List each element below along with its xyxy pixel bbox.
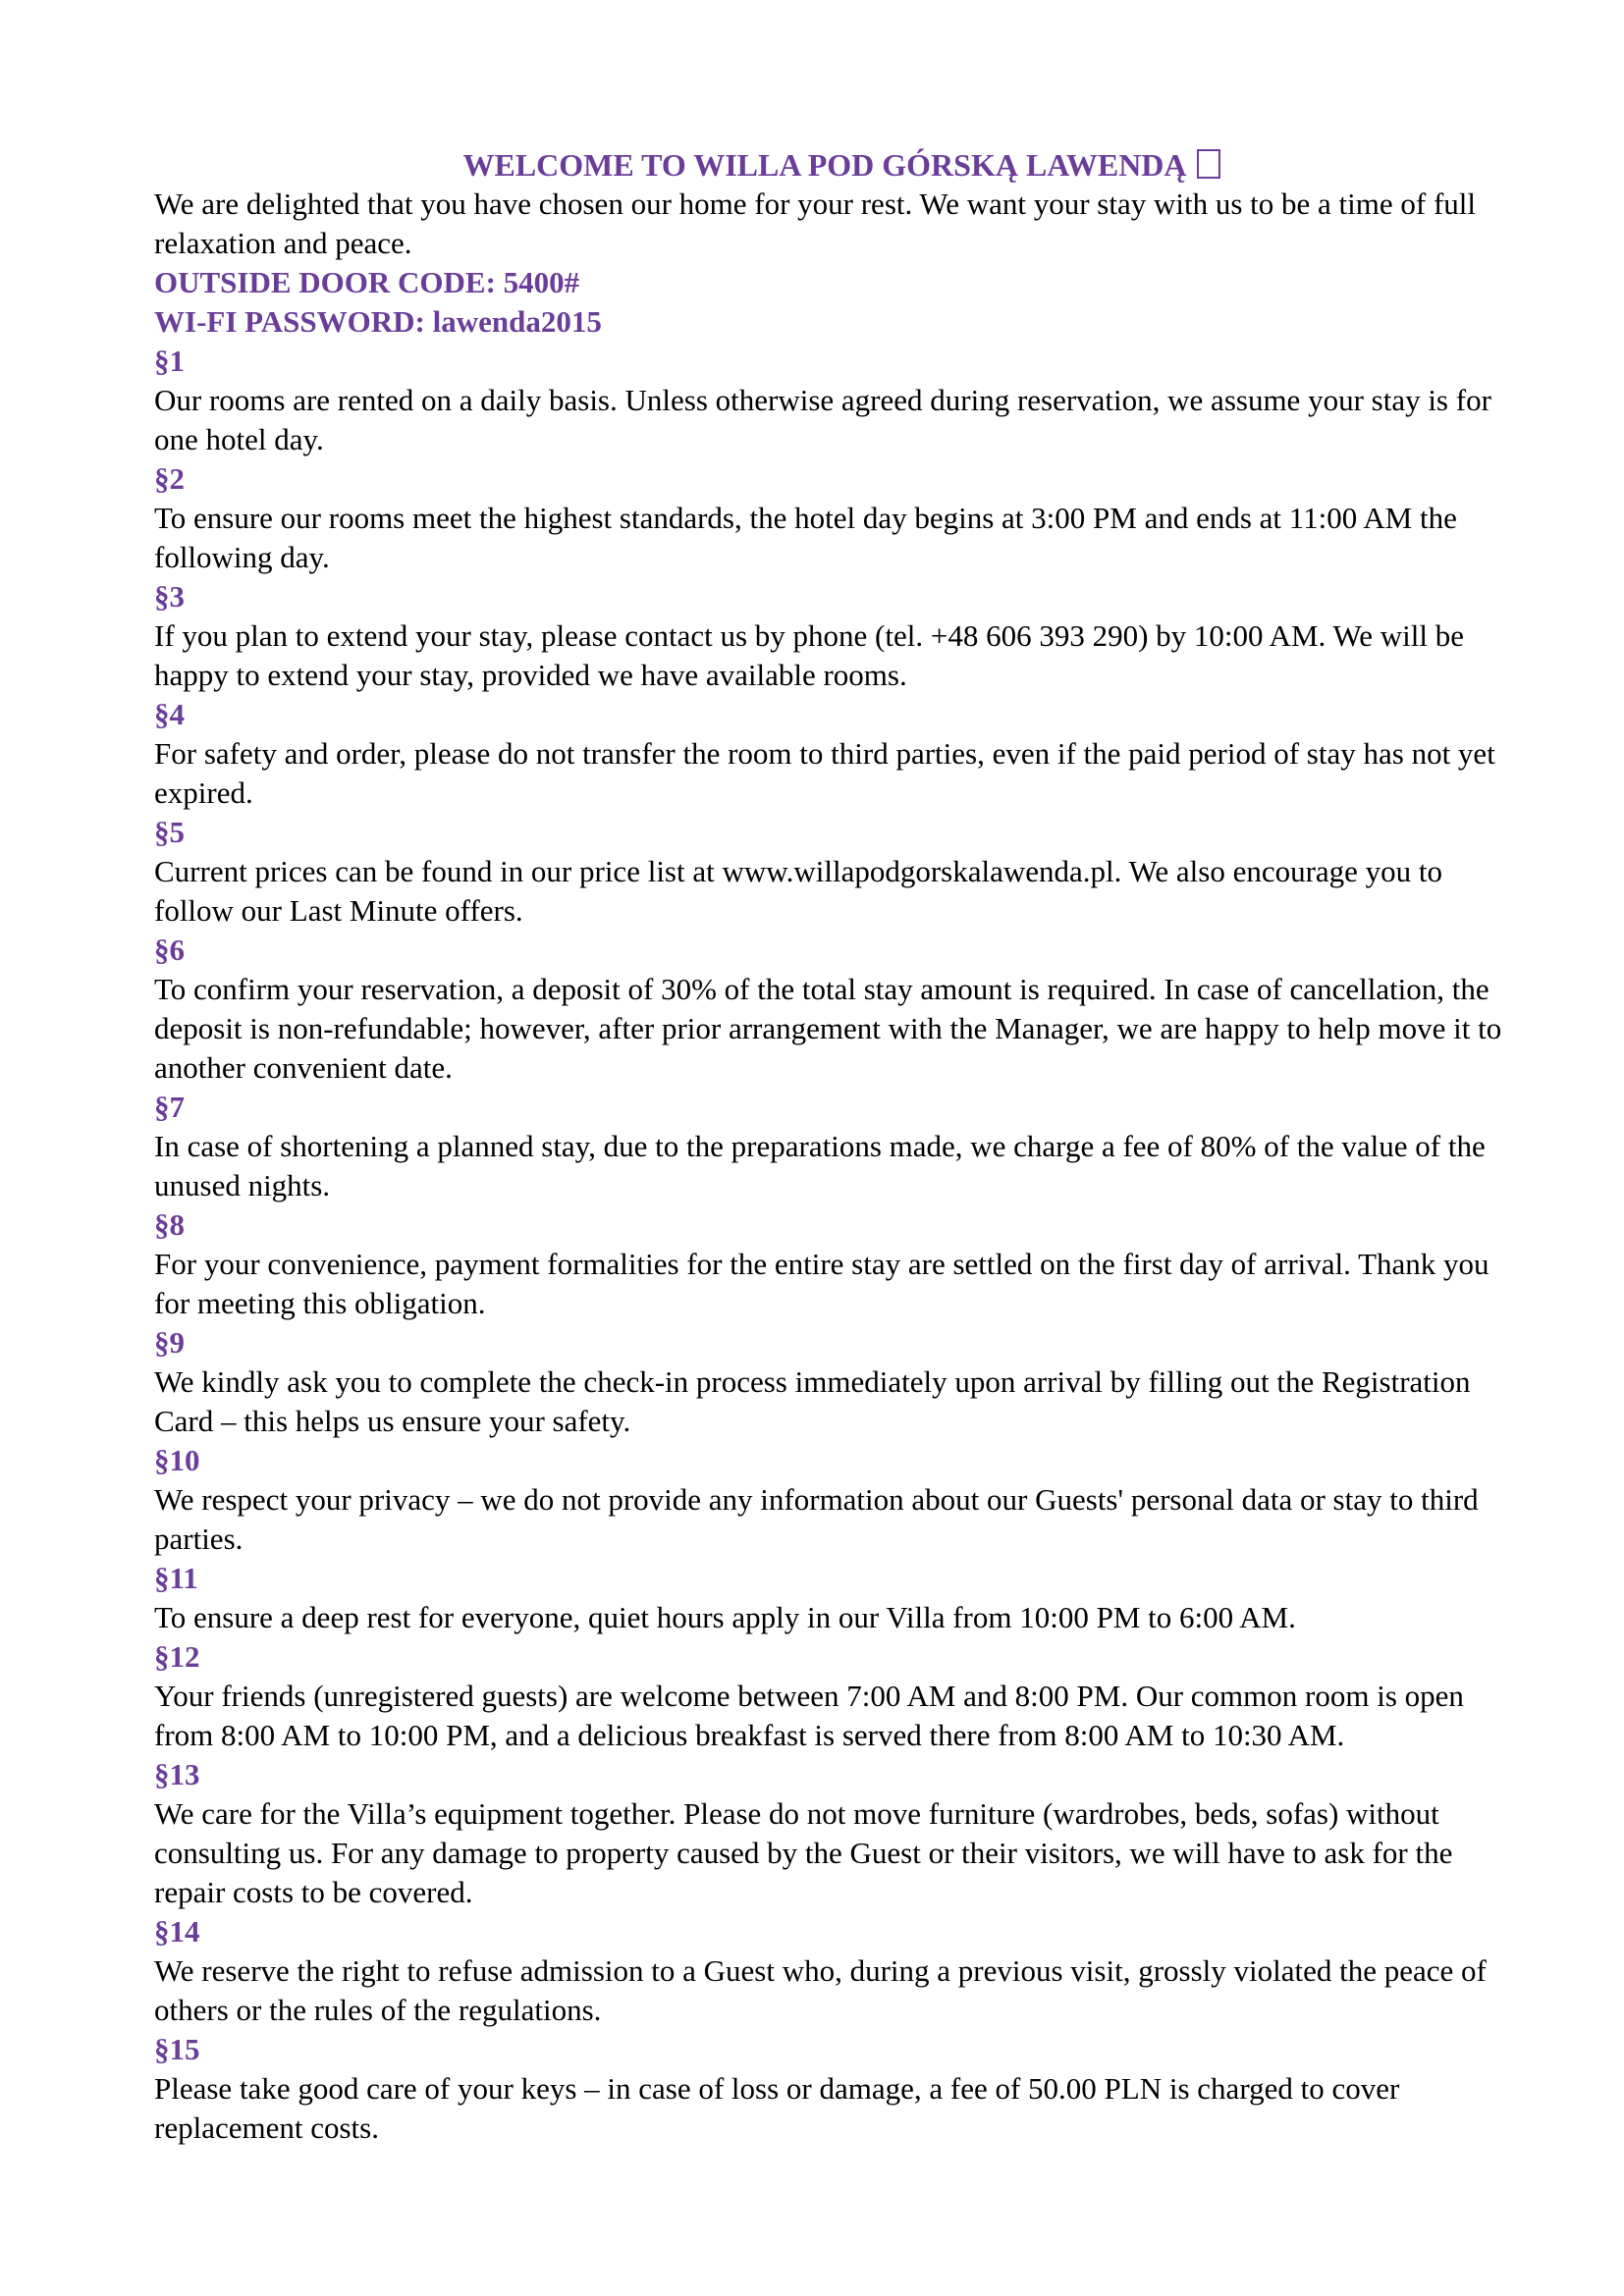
section-marker: §13 bbox=[154, 1757, 200, 1791]
regulation-section bbox=[154, 813, 1529, 931]
page-title-text: WELCOME TO WILLA POD GÓRSKĄ LAWENDĄ bbox=[462, 147, 1187, 183]
regulation-section bbox=[154, 931, 1529, 1088]
page-title bbox=[154, 145, 1529, 185]
section-text: For your convenience, payment formalities for the entire stay are settled on the first day of arrival. Thank you for meeting this obligation. bbox=[154, 1247, 1489, 1320]
wifi-password-line: WI-FI PASSWORD: lawenda2015 bbox=[154, 304, 602, 339]
section-text: If you plan to extend your stay, please contact us by phone (tel. +48 606 393 290) by 10:00 AM. We will be happy to extend your stay, provided we have available rooms. bbox=[154, 618, 1464, 692]
section-marker: §7 bbox=[154, 1090, 185, 1124]
section-marker: §8 bbox=[154, 1207, 185, 1242]
section-text: To ensure a deep rest for everyone, quiet hours apply in our Villa from 10:00 PM to 6:00 AM. bbox=[154, 1600, 1296, 1634]
section-marker: §1 bbox=[154, 344, 185, 378]
regulation-section bbox=[154, 1088, 1529, 1205]
sections-list bbox=[154, 342, 1529, 2148]
section-text: To ensure our rooms meet the highest standards, the hotel day begins at 3:00 PM and ends at 11:00 AM the following day. bbox=[154, 501, 1457, 574]
section-text: We respect your privacy – we do not provide any information about our Guests' personal data or stay to third parties. bbox=[154, 1482, 1479, 1556]
section-marker: §5 bbox=[154, 815, 185, 849]
section-text: Our rooms are rented on a daily basis. Unless otherwise agreed during reservation, we assume your stay is for one hotel day. bbox=[154, 383, 1491, 456]
section-text: For safety and order, please do not transfer the room to third parties, even if the paid period of stay has not yet expired. bbox=[154, 736, 1495, 810]
section-text: Current prices can be found in our price list at www.willapodgorskalawenda.pl. We also encourage you to follow our Last Minute offers. bbox=[154, 854, 1443, 928]
section-text: To confirm your reservation, a deposit of 30% of the total stay amount is required. In case of cancellation, the deposit is non-refundable; however, after prior arrangement with the Manager, we are happy to help move it to another convenient date. bbox=[154, 972, 1502, 1085]
section-marker: §3 bbox=[154, 579, 185, 614]
section-text: In case of shortening a planned stay, due to the preparations made, we charge a fee of 80% of the value of the unused nights. bbox=[154, 1129, 1486, 1202]
regulation-section bbox=[154, 695, 1529, 813]
regulation-section bbox=[154, 1323, 1529, 1441]
regulation-section bbox=[154, 1205, 1529, 1323]
door-code-line: OUTSIDE DOOR CODE: 5400# bbox=[154, 265, 580, 299]
missing-glyph-icon bbox=[1197, 149, 1220, 179]
section-text: We reserve the right to refuse admission to a Guest who, during a previous visit, grossly violated the peace of others or the rules of the regulations. bbox=[154, 1953, 1487, 2027]
section-marker: §14 bbox=[154, 1914, 200, 1949]
regulation-section bbox=[154, 1637, 1529, 1755]
document-page bbox=[154, 145, 1529, 2148]
section-marker: §10 bbox=[154, 1443, 200, 1477]
section-text: We care for the Villa’s equipment together. Please do not move furniture (wardrobes, beds, sofas) without consulting us. For any damage to property caused by the Guest or their visitors, we will have to ask for the repair costs to be covered. bbox=[154, 1796, 1453, 1909]
section-text: Please take good care of your keys – in case of loss or damage, a fee of 50.00 PLN is charged to cover replacement costs. bbox=[154, 2071, 1400, 2145]
regulation-section bbox=[154, 459, 1529, 577]
section-text: Your friends (unregistered guests) are welcome between 7:00 AM and 8:00 PM. Our common room is open from 8:00 AM to 10:00 PM, and a delicious breakfast is served there from 8:00 AM to 10:30 AM. bbox=[154, 1679, 1464, 1752]
regulation-section bbox=[154, 1559, 1529, 1637]
section-marker: §6 bbox=[154, 933, 185, 967]
regulation-section bbox=[154, 2030, 1529, 2148]
section-marker: §4 bbox=[154, 697, 185, 731]
regulation-section bbox=[154, 1912, 1529, 2030]
section-marker: §12 bbox=[154, 1639, 200, 1674]
intro-paragraph: We are delighted that you have chosen our home for your rest. We want your stay with us to be a time of full relaxation and peace. bbox=[154, 187, 1477, 260]
section-marker: §11 bbox=[154, 1561, 198, 1595]
section-marker: §2 bbox=[154, 461, 185, 496]
regulation-section bbox=[154, 1755, 1529, 1912]
section-marker: §15 bbox=[154, 2032, 200, 2066]
section-text: We kindly ask you to complete the check-in process immediately upon arrival by filling out the Registration Card – this helps us ensure your safety. bbox=[154, 1364, 1471, 1438]
regulation-section bbox=[154, 1441, 1529, 1559]
regulation-section bbox=[154, 342, 1529, 459]
regulation-section bbox=[154, 577, 1529, 695]
section-marker: §9 bbox=[154, 1325, 185, 1360]
